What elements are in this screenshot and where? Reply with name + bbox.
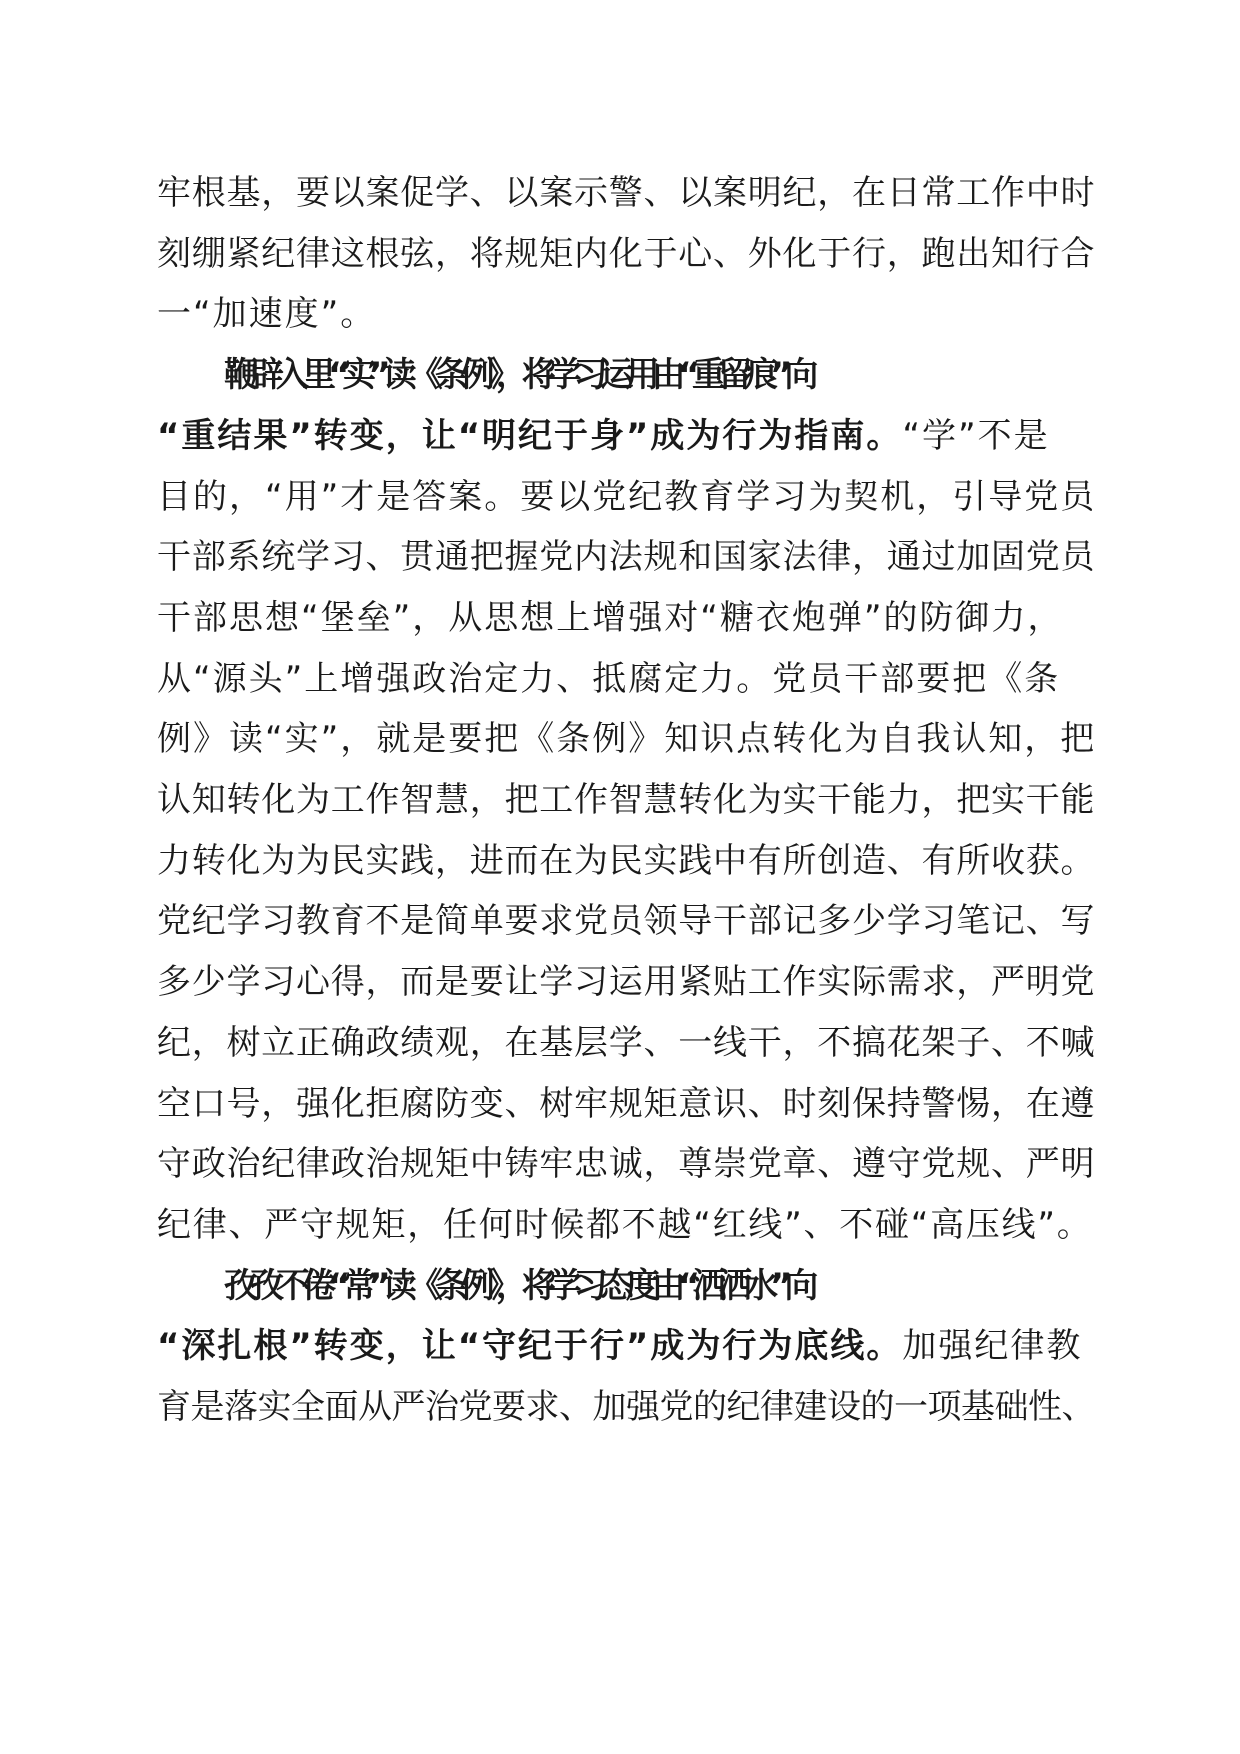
text-line <box>157 1074 1097 1134</box>
text-line <box>157 1316 1097 1376</box>
body-text: 从“源头”上增强政治定力、抵腐定力。党员干部要把《条 <box>157 659 1061 699</box>
body-text: 空口号，强化拒腐防变、树牢规矩意识、时刻保持警惕，在遵 <box>157 1084 1096 1124</box>
text-line <box>157 1134 1097 1194</box>
text-line <box>157 588 1097 648</box>
text-line <box>157 891 1097 951</box>
bold-heading-text: 孜孜不倦“常”读《条例》，将学习态度由“洒洒水”向 <box>224 1266 811 1306</box>
body-text: 刻绷紧纪律这根弦，将规矩内化于心、外化于行，跑出知行合 <box>157 234 1096 274</box>
text-line <box>157 527 1097 587</box>
body-text: 干部系统学习、贯通把握党内法规和国家法律，通过加固党员 <box>157 537 1096 577</box>
body-text: 例》读“实”，就是要把《条例》知识点转化为自我认知，把 <box>157 719 1097 759</box>
text-line <box>157 1377 1097 1437</box>
body-text: 守政治纪律政治规矩中铸牢忠诚，尊崇党章、遵守党规、严明 <box>157 1144 1096 1184</box>
body-text: 纪律、严守规矩，任何时候都不越“红线”、不碰“高压线”。 <box>157 1205 1093 1245</box>
text-line <box>157 952 1097 1012</box>
body-text: 目的，“用”才是答案。要以党纪教育学习为契机，引导党员 <box>157 477 1097 517</box>
bold-heading-text: “深扎根”转变，让“守纪于行”成为行为底线。 <box>157 1326 903 1366</box>
body-text: 力转化为为民实践，进而在为民实践中有所创造、有所收获。 <box>157 841 1096 881</box>
text-line <box>157 770 1097 830</box>
text-line <box>157 467 1097 527</box>
body-text: 一“加速度”。 <box>157 294 377 334</box>
bold-heading-text: 鞭辟入里“实”读《条例》，将学习运用由“重留痕”向 <box>224 355 811 395</box>
body-text: 干部思想“堡垒”，从思想上增强对“糖衣炮弹”的防御力， <box>157 598 1064 638</box>
text-line <box>157 284 1097 344</box>
body-text: 认知转化为工作智慧，把工作智慧转化为实干能力，把实干能 <box>157 780 1096 820</box>
body-text: 育是落实全面从严治党要求、加强党的纪律建设的一项基础性、 <box>157 1387 1095 1427</box>
body-text: 纪，树立正确政绩观，在基层学、一线干，不搞花架子、不喊 <box>157 1023 1096 1063</box>
text-line <box>157 831 1097 891</box>
text-line <box>157 224 1097 284</box>
text-line <box>224 1256 1164 1316</box>
body-text: 加强纪律教 <box>902 1326 1083 1366</box>
text-line <box>157 1195 1097 1255</box>
text-line <box>157 709 1097 769</box>
text-line <box>157 406 1097 466</box>
text-line <box>157 163 1097 223</box>
body-text: 多少学习心得，而是要让学习运用紧贴工作实际需求，严明党 <box>157 962 1096 1002</box>
body-text: 党纪学习教育不是简单要求党员领导干部记多少学习笔记、写 <box>157 901 1096 941</box>
text-line <box>224 345 1164 405</box>
text-line <box>157 1013 1097 1073</box>
body-text: “学”不是 <box>902 416 1050 456</box>
bold-heading-text: “重结果”转变，让“明纪于身”成为行为指南。 <box>157 416 903 456</box>
text-line <box>157 649 1097 709</box>
body-text: 牢根基，要以案促学、以案示警、以案明纪，在日常工作中时 <box>157 173 1096 213</box>
